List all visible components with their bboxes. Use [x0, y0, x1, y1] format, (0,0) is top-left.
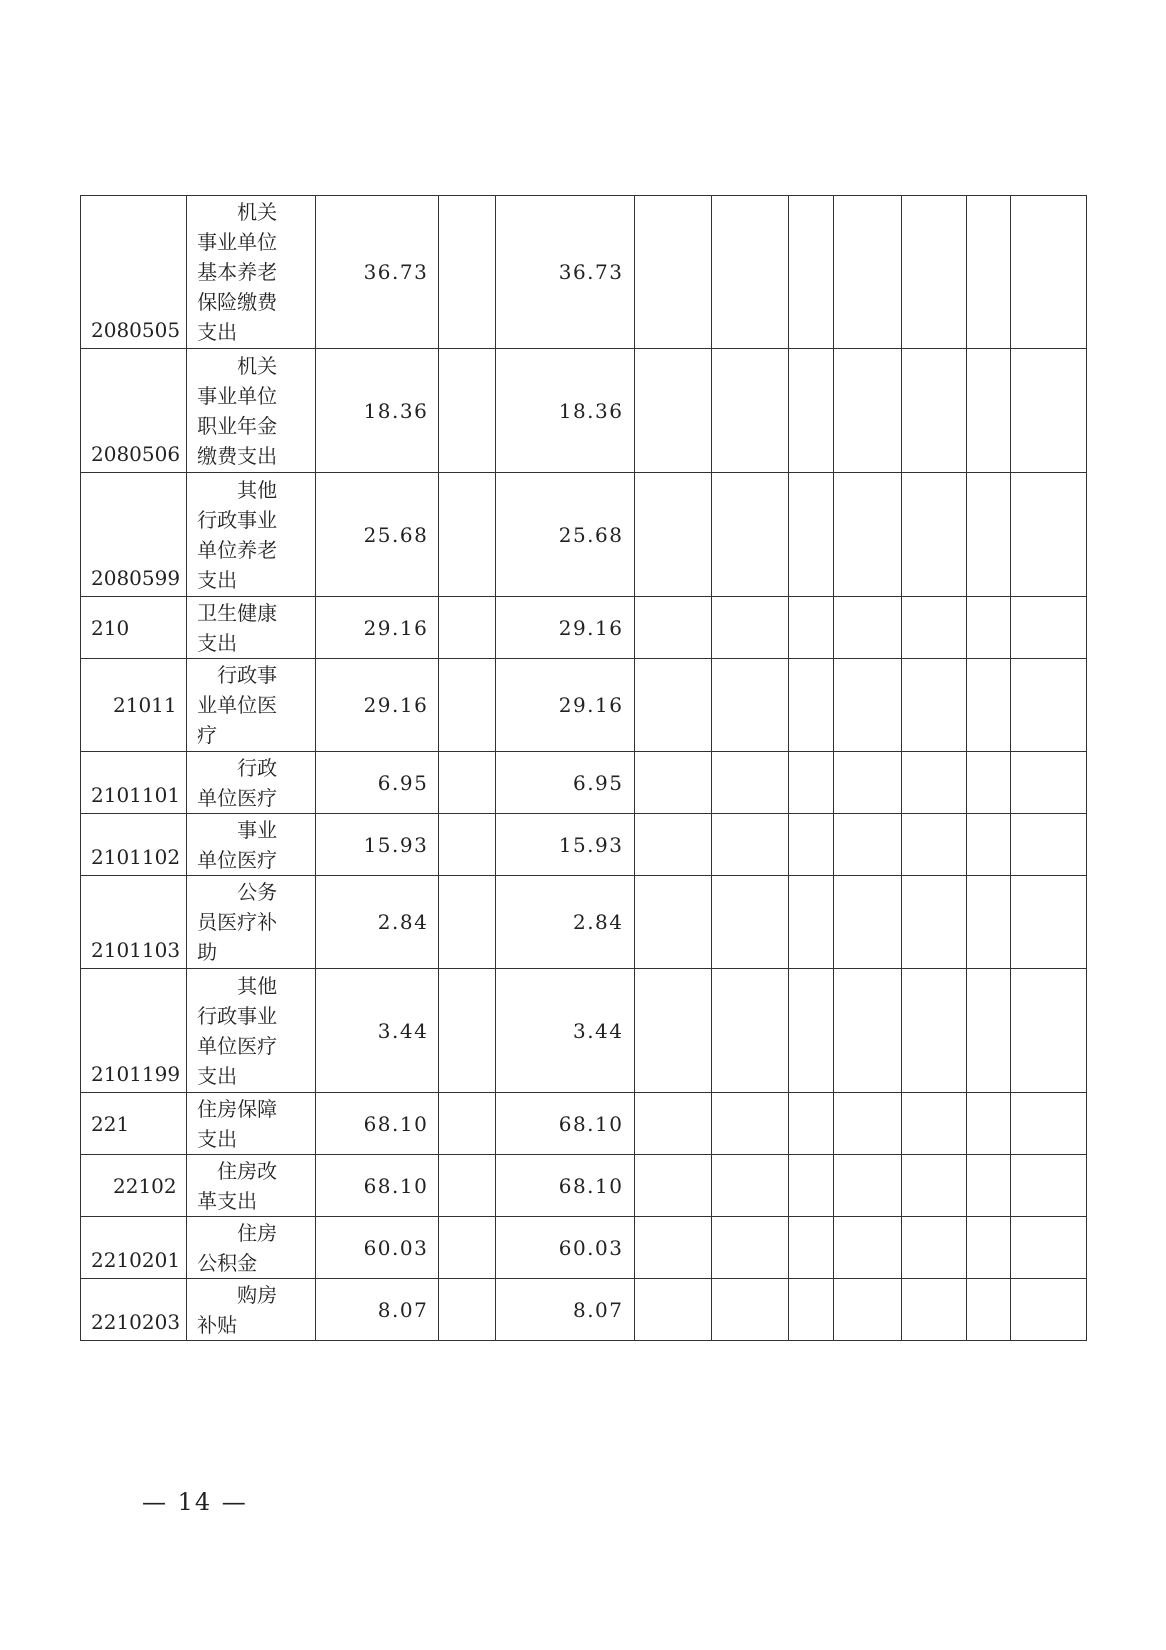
empty-cell [1010, 1155, 1086, 1217]
total-value: 68.10 [316, 1155, 439, 1217]
table-row [81, 659, 1087, 752]
subject-name: 事业单位医疗 [187, 814, 316, 876]
subject-code: 2101101 [81, 752, 187, 814]
table-row [81, 814, 1087, 876]
empty-cell [901, 196, 966, 349]
basic-expenditure-value: 29.16 [496, 659, 634, 752]
empty-cell [711, 659, 788, 752]
subject-code: 210 [81, 597, 187, 659]
empty-cell [439, 876, 496, 969]
subject-code: 2080599 [81, 473, 187, 597]
empty-cell [966, 1155, 1010, 1217]
empty-cell [711, 1279, 788, 1341]
total-value: 8.07 [316, 1279, 439, 1341]
empty-cell [634, 597, 711, 659]
empty-cell [966, 1093, 1010, 1155]
table-row [81, 876, 1087, 969]
empty-cell [901, 814, 966, 876]
empty-cell [788, 1155, 833, 1217]
subject-code: 2080506 [81, 349, 187, 473]
subject-name: 机关事业单位基本养老保险缴费支出 [187, 196, 316, 349]
empty-cell [833, 349, 901, 473]
empty-cell [788, 814, 833, 876]
empty-cell [1010, 659, 1086, 752]
empty-cell [833, 1155, 901, 1217]
basic-expenditure-value: 3.44 [496, 969, 634, 1093]
total-value: 2.84 [316, 876, 439, 969]
empty-cell [439, 196, 496, 349]
subject-name: 购房补贴 [187, 1279, 316, 1341]
empty-cell [439, 969, 496, 1093]
empty-cell [788, 876, 833, 969]
empty-cell [901, 969, 966, 1093]
subject-code: 21011 [81, 659, 187, 752]
budget-table [80, 195, 1087, 1341]
empty-cell [634, 1279, 711, 1341]
empty-cell [634, 196, 711, 349]
empty-cell [833, 1093, 901, 1155]
empty-cell [901, 752, 966, 814]
total-value: 18.36 [316, 349, 439, 473]
table-row [81, 473, 1087, 597]
empty-cell [788, 597, 833, 659]
empty-cell [439, 1217, 496, 1279]
empty-cell [788, 196, 833, 349]
empty-cell [966, 349, 1010, 473]
empty-cell [634, 473, 711, 597]
empty-cell [901, 1093, 966, 1155]
basic-expenditure-value: 68.10 [496, 1093, 634, 1155]
empty-cell [439, 349, 496, 473]
empty-cell [1010, 473, 1086, 597]
total-value: 68.10 [316, 1093, 439, 1155]
empty-cell [1010, 752, 1086, 814]
empty-cell [711, 814, 788, 876]
basic-expenditure-value: 2.84 [496, 876, 634, 969]
empty-cell [833, 814, 901, 876]
subject-name: 机关事业单位职业年金缴费支出 [187, 349, 316, 473]
basic-expenditure-value: 25.68 [496, 473, 634, 597]
empty-cell [901, 473, 966, 597]
empty-cell [788, 659, 833, 752]
empty-cell [1010, 969, 1086, 1093]
basic-expenditure-value: 8.07 [496, 1279, 634, 1341]
basic-expenditure-value: 60.03 [496, 1217, 634, 1279]
empty-cell [901, 1217, 966, 1279]
empty-cell [833, 1217, 901, 1279]
table-row [81, 1155, 1087, 1217]
empty-cell [711, 473, 788, 597]
subject-name: 住房改革支出 [187, 1155, 316, 1217]
empty-cell [833, 969, 901, 1093]
subject-code: 2080505 [81, 196, 187, 349]
table-row [81, 597, 1087, 659]
empty-cell [711, 1155, 788, 1217]
empty-cell [1010, 196, 1086, 349]
subject-name: 其他行政事业单位医疗支出 [187, 969, 316, 1093]
empty-cell [901, 1155, 966, 1217]
table-row [81, 349, 1087, 473]
empty-cell [1010, 597, 1086, 659]
total-value: 60.03 [316, 1217, 439, 1279]
empty-cell [439, 1093, 496, 1155]
subject-name: 行政单位医疗 [187, 752, 316, 814]
basic-expenditure-value: 68.10 [496, 1155, 634, 1217]
empty-cell [966, 969, 1010, 1093]
subject-name: 卫生健康支出 [187, 597, 316, 659]
empty-cell [966, 597, 1010, 659]
empty-cell [966, 659, 1010, 752]
empty-cell [788, 969, 833, 1093]
empty-cell [634, 1093, 711, 1155]
empty-cell [439, 752, 496, 814]
empty-cell [788, 1279, 833, 1341]
empty-cell [711, 876, 788, 969]
empty-cell [966, 752, 1010, 814]
subject-code: 2101102 [81, 814, 187, 876]
empty-cell [1010, 1093, 1086, 1155]
empty-cell [788, 1093, 833, 1155]
empty-cell [833, 876, 901, 969]
empty-cell [439, 597, 496, 659]
total-value: 25.68 [316, 473, 439, 597]
total-value: 6.95 [316, 752, 439, 814]
empty-cell [711, 969, 788, 1093]
total-value: 15.93 [316, 814, 439, 876]
empty-cell [833, 659, 901, 752]
empty-cell [634, 659, 711, 752]
empty-cell [439, 814, 496, 876]
empty-cell [1010, 349, 1086, 473]
empty-cell [711, 752, 788, 814]
empty-cell [788, 1217, 833, 1279]
subject-code: 2210203 [81, 1279, 187, 1341]
empty-cell [966, 814, 1010, 876]
subject-code: 2101103 [81, 876, 187, 969]
empty-cell [788, 752, 833, 814]
empty-cell [833, 752, 901, 814]
table-row [81, 752, 1087, 814]
empty-cell [788, 473, 833, 597]
empty-cell [966, 1217, 1010, 1279]
empty-cell [1010, 814, 1086, 876]
subject-name: 住房公积金 [187, 1217, 316, 1279]
empty-cell [439, 659, 496, 752]
empty-cell [788, 349, 833, 473]
empty-cell [634, 1217, 711, 1279]
subject-name: 行政事业单位医疗 [187, 659, 316, 752]
empty-cell [966, 196, 1010, 349]
empty-cell [711, 1217, 788, 1279]
empty-cell [901, 659, 966, 752]
empty-cell [439, 1279, 496, 1341]
page-number: — 14 — [142, 1488, 248, 1516]
empty-cell [833, 1279, 901, 1341]
empty-cell [439, 473, 496, 597]
empty-cell [901, 349, 966, 473]
subject-code: 2210201 [81, 1217, 187, 1279]
subject-code: 22102 [81, 1155, 187, 1217]
basic-expenditure-value: 6.95 [496, 752, 634, 814]
empty-cell [1010, 876, 1086, 969]
empty-cell [966, 876, 1010, 969]
empty-cell [711, 196, 788, 349]
empty-cell [634, 969, 711, 1093]
empty-cell [439, 1155, 496, 1217]
empty-cell [711, 349, 788, 473]
subject-name: 公务员医疗补助 [187, 876, 316, 969]
subject-name: 其他行政事业单位养老支出 [187, 473, 316, 597]
total-value: 29.16 [316, 597, 439, 659]
basic-expenditure-value: 18.36 [496, 349, 634, 473]
table-row [81, 1217, 1087, 1279]
total-value: 29.16 [316, 659, 439, 752]
basic-expenditure-value: 15.93 [496, 814, 634, 876]
empty-cell [1010, 1217, 1086, 1279]
total-value: 36.73 [316, 196, 439, 349]
empty-cell [966, 1279, 1010, 1341]
empty-cell [634, 349, 711, 473]
table-row [81, 196, 1087, 349]
empty-cell [833, 473, 901, 597]
total-value: 3.44 [316, 969, 439, 1093]
basic-expenditure-value: 29.16 [496, 597, 634, 659]
empty-cell [634, 752, 711, 814]
empty-cell [711, 597, 788, 659]
empty-cell [634, 814, 711, 876]
subject-name: 住房保障支出 [187, 1093, 316, 1155]
empty-cell [1010, 1279, 1086, 1341]
subject-code: 221 [81, 1093, 187, 1155]
empty-cell [634, 876, 711, 969]
empty-cell [833, 597, 901, 659]
basic-expenditure-value: 36.73 [496, 196, 634, 349]
empty-cell [966, 473, 1010, 597]
table-row [81, 1279, 1087, 1341]
empty-cell [711, 1093, 788, 1155]
subject-code: 2101199 [81, 969, 187, 1093]
empty-cell [901, 597, 966, 659]
table-row [81, 969, 1087, 1093]
table-row [81, 1093, 1087, 1155]
empty-cell [634, 1155, 711, 1217]
empty-cell [901, 876, 966, 969]
empty-cell [901, 1279, 966, 1341]
empty-cell [833, 196, 901, 349]
